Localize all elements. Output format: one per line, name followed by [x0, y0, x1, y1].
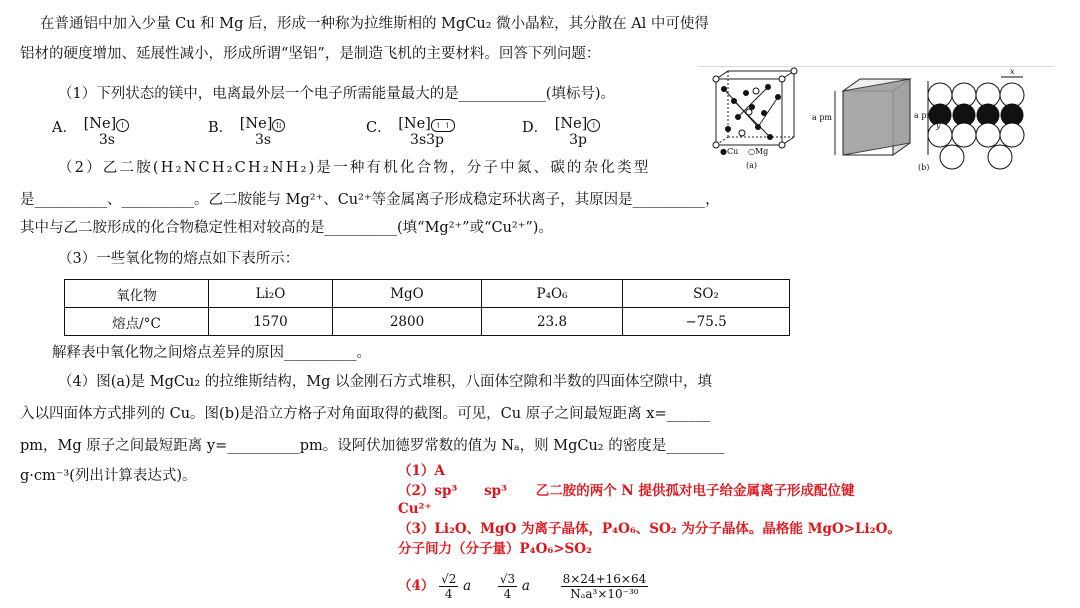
- fraction-denominator: 4: [503, 587, 512, 601]
- table-header: MgO: [333, 280, 482, 308]
- q4-line-2: 入以四面体方式排列的 Cu。图(b)是沿立方格子对角面取得的截图。可见，Cu 原子之间最短距离 x=______: [20, 406, 711, 422]
- fraction-y: [498, 572, 517, 601]
- oxide-melting-table: [64, 279, 790, 336]
- fraction-denominator: Nₐa³×10⁻³⁰: [570, 587, 639, 601]
- answer-2: [398, 482, 854, 500]
- option-letter: A．: [52, 120, 77, 136]
- orbital-label: 3s: [98, 132, 115, 148]
- table-cell: 2800: [333, 308, 482, 336]
- q4-line-1: （4）图(a)是 MgCu₂ 的拉维斯结构，Mg 以金刚石方式堆积，八面体空隙和半数的四面体空隙中，填: [58, 374, 713, 390]
- intro-line-2: 铝材的硬度增加、延展性减小，形成所谓“坚铝”，是制造飞机的主要材料。回答下列问题：: [20, 46, 601, 62]
- answer-4-prefix: （4）: [398, 578, 435, 594]
- table-header: SO₂: [623, 280, 790, 308]
- orbital-diagram: [84, 116, 131, 148]
- table-header: P₄O₆: [482, 280, 623, 308]
- table-cell: −75.5: [623, 308, 790, 336]
- fraction-numerator: 8×24+16×64: [562, 572, 647, 586]
- electron-up-icon: ↿: [116, 119, 129, 132]
- label-a: (a): [746, 161, 758, 170]
- laves-figure: [698, 66, 1054, 185]
- answer-2-sp3-c: sp³: [484, 483, 508, 499]
- option-letter: C．: [366, 120, 392, 136]
- label-b: (b): [918, 163, 930, 172]
- electron-up-icon: ↿: [587, 119, 600, 132]
- electron-up-up-icon: ↿ ↿: [431, 119, 455, 132]
- option-letter: D．: [522, 120, 549, 136]
- q2-line-3: 其中与乙二胺形成的化合物稳定性相对较高的是__________(填“Mg²⁺”或“Cu²⁺”)。: [20, 220, 553, 236]
- orbital-diagram: [398, 116, 456, 148]
- answer-2-reason: 乙二胺的两个 N 提供孤对电子给金属离子形成配位键: [535, 483, 855, 499]
- y-label: y: [936, 121, 941, 130]
- legend-mg: ○Mg: [748, 147, 769, 156]
- q2-line-2: 是__________、__________。乙二胺能与 Mg²⁺、Cu²⁺等金属离子形成稳定环状离子，其原因是__________，: [20, 192, 720, 208]
- table-row: [65, 280, 790, 308]
- apm-label-b: a pm: [914, 111, 935, 120]
- orbital-label: 3s: [255, 132, 272, 148]
- q4-line-4: g·cm⁻³(列出计算表达式)。: [20, 468, 197, 484]
- fraction-denominator: 4: [444, 587, 453, 601]
- table-cell: 熔点/°C: [65, 308, 209, 336]
- ne-core: [Ne]: [554, 116, 588, 132]
- answer-2-sp3-n: （2）sp³: [398, 483, 458, 499]
- orbital-label: 3s3p: [410, 132, 444, 148]
- intro-line-1: 在普通铝中加入少量 Cu 和 Mg 后，形成一种称为拉维斯相的 MgCu₂ 微小晶粒，其分散在 Al 中可使得: [40, 16, 709, 32]
- answer-3-line-1: （3）Li₂O、MgO 为离子晶体，P₄O₆、SO₂ 为分子晶体。晶格能 MgO>Li₂O。: [398, 521, 901, 537]
- table-row: [65, 308, 790, 336]
- q1-option-d: [522, 116, 601, 148]
- answer-2-ion: Cu²⁺: [398, 501, 432, 517]
- answer-4: [398, 572, 648, 601]
- section-b: [928, 77, 1024, 169]
- q1-text: （1）下列状态的镁中，电离最外层一个电子所需能量最大的是____________(填标号)。: [58, 86, 616, 102]
- cube-slice: [843, 79, 910, 155]
- q4-line-3: pm，Mg 原子之间最短距离 y=__________pm。设阿伏加德罗常数的值为 Nₐ，则 MgCu₂ 的密度是________: [20, 438, 725, 454]
- fraction-density: [561, 572, 649, 601]
- orbital-diagram: [555, 116, 602, 148]
- q3-line-1: （3）一些氧化物的熔点如下表所示：: [58, 251, 300, 267]
- q1-option-a: [52, 116, 130, 148]
- electron-pair-icon: ⇅: [272, 119, 285, 132]
- q3-line-2: 解释表中氧化物之间熔点差异的原因__________。: [52, 345, 371, 361]
- answer-3-line-2: 分子间力（分子量）P₄O₆>SO₂: [398, 541, 592, 557]
- orbital-label: 3p: [569, 132, 587, 148]
- fraction-var: a: [521, 578, 530, 594]
- option-letter: B．: [208, 120, 234, 136]
- orbital-diagram: [240, 116, 287, 148]
- apm-label: a pm: [812, 113, 833, 122]
- mg-atoms: [713, 68, 797, 148]
- fraction-numerator: √2: [441, 572, 457, 586]
- fraction-x: [439, 572, 458, 601]
- q2-line-1: （2）乙二胺(H₂NCH₂CH₂NH₂)是一种有机化合物，分子中氮、碳的杂化类型: [58, 160, 651, 176]
- q1-option-c: [366, 116, 456, 148]
- x-label: x: [1010, 67, 1015, 76]
- ne-core: [Ne]: [398, 116, 431, 132]
- fraction-numerator: √3: [499, 572, 516, 586]
- table-cell: 1570: [209, 308, 333, 336]
- answer-1: （1）A: [398, 463, 445, 479]
- fraction-var: a: [463, 578, 472, 594]
- legend-cu: ●Cu: [720, 147, 739, 156]
- ne-core: [Ne]: [239, 116, 273, 132]
- q1-option-b: [208, 116, 286, 148]
- ne-core: [Ne]: [83, 116, 117, 132]
- table-header: 氧化物: [65, 280, 209, 308]
- table-cell: 23.8: [482, 308, 623, 336]
- table-header: Li₂O: [209, 280, 333, 308]
